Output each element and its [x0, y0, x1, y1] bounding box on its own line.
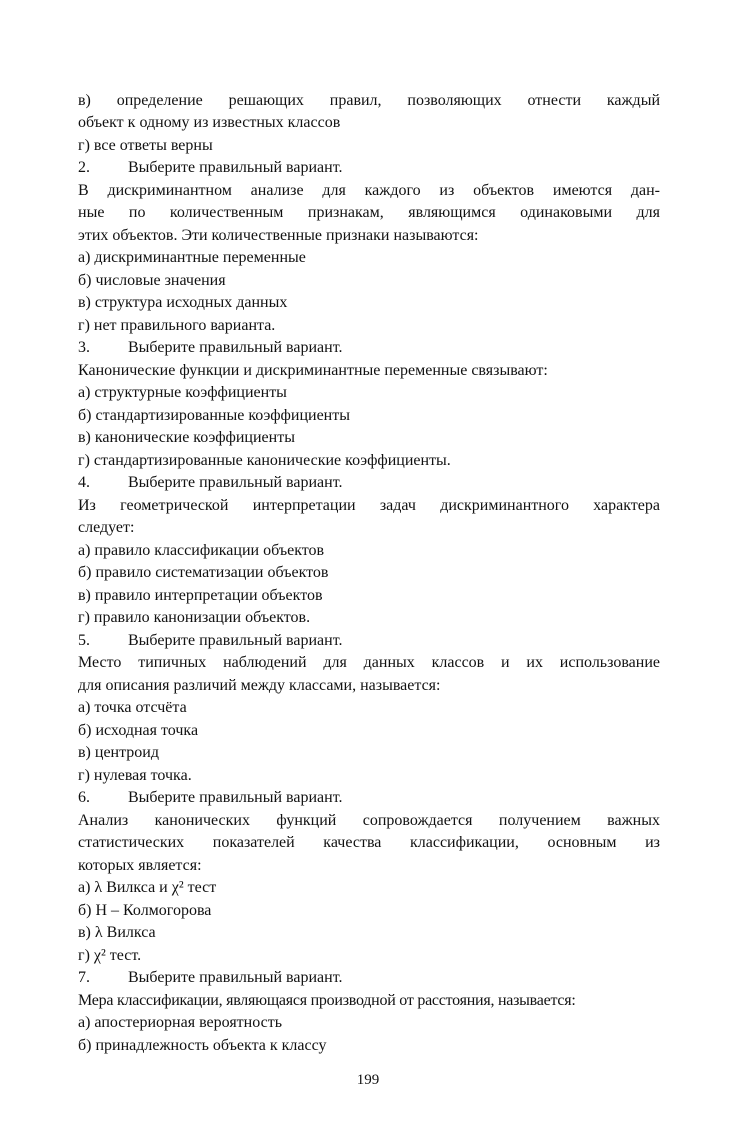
- question-3-option-a: а) структурные коэффициенты: [78, 384, 287, 401]
- question-4-heading: [78, 472, 660, 494]
- question-instruction: Выберите правильный вариант.: [128, 159, 343, 176]
- question-number: 6.: [78, 789, 90, 806]
- question-5-heading: [78, 630, 660, 652]
- question-instruction: Выберите правильный вариант.: [128, 789, 343, 806]
- question-6-text-line-1: Анализ канонических функций сопровождается получением важных: [78, 812, 660, 829]
- question-instruction: Выберите правильный вариант.: [128, 969, 343, 986]
- question-3-heading: [78, 337, 660, 359]
- question-4-option-v: в) правило интерпретации объектов: [78, 587, 323, 604]
- question-instruction: Выберите правильный вариант.: [128, 632, 343, 649]
- question-2-option-v: в) структура исходных данных: [78, 294, 288, 311]
- question-6-option-b: б) H – Колмогорова: [78, 902, 212, 919]
- option-v-line-2: объект к одному из известных классов: [78, 114, 341, 131]
- question-4-option-g: г) правило канонизации объектов.: [78, 609, 311, 626]
- question-4-option-a: а) правило классификации объектов: [78, 542, 325, 559]
- question-7-text-line-1: Мера классификации, являющаяся производной от расстояния, называется:: [78, 992, 576, 1009]
- question-3-option-v: в) канонические коэффициенты: [78, 429, 295, 446]
- question-5-text-line-2: для описания различий между классами, называется:: [78, 677, 441, 694]
- question-2-text-line-3: этих объектов. Эти количественные признаки называются:: [78, 227, 479, 244]
- question-5-option-b: б) исходная точка: [78, 722, 199, 739]
- question-5-option-a: а) точка отсчёта: [78, 699, 187, 716]
- question-6-text-line-2: статистических показателей качества классификации, основным из: [78, 834, 660, 851]
- question-4-option-b: б) правило систематизации объектов: [78, 564, 329, 581]
- question-6-option-v: в) λ Вилкса: [78, 924, 156, 941]
- question-6-option-a: а) λ Вилкса и χ² тест: [78, 879, 217, 896]
- question-2-text-line-2: ные по количественным признакам, являющимся одинаковыми для: [78, 204, 660, 221]
- question-number: 4.: [78, 474, 90, 491]
- question-number: 2.: [78, 159, 90, 176]
- question-5-text-line-1: Место типичных наблюдений для данных классов и их использование: [78, 654, 660, 671]
- question-3-option-g: г) стандартизированные канонические коэффициенты.: [78, 452, 451, 469]
- question-number: 5.: [78, 632, 90, 649]
- question-2-option-g: г) нет правильного варианта.: [78, 317, 276, 334]
- question-4-text-line-2: следует:: [78, 519, 135, 536]
- question-7-option-a: а) апостериорная вероятность: [78, 1014, 283, 1031]
- question-5-option-v: в) центроид: [78, 744, 159, 761]
- question-6-option-g: г) χ² тест.: [78, 947, 142, 964]
- question-5-option-g: г) нулевая точка.: [78, 767, 192, 784]
- question-7-option-b: б) принадлежность объекта к классу: [78, 1037, 327, 1054]
- question-2-option-a: а) дискриминантные переменные: [78, 249, 306, 266]
- question-7-heading: [78, 967, 660, 989]
- question-3-text-line-1: Канонические функции и дискриминантные переменные связывают:: [78, 362, 548, 379]
- question-2-heading: [78, 157, 660, 179]
- question-number: 7.: [78, 969, 90, 986]
- question-instruction: Выберите правильный вариант.: [128, 339, 343, 356]
- option-g: г) все ответы верны: [78, 137, 213, 154]
- question-number: 3.: [78, 339, 90, 356]
- question-instruction: Выберите правильный вариант.: [128, 474, 343, 491]
- question-4-text-line-1: Из геометрической интерпретации задач дискриминантного характера: [78, 497, 660, 514]
- option-v-line-1: в) определение решающих правил, позволяющих отнести каждый: [78, 92, 660, 109]
- question-3-option-b: б) стандартизированные коэффициенты: [78, 407, 350, 424]
- page-number: 199: [356, 1072, 380, 1088]
- question-6-text-line-3: которых является:: [78, 857, 202, 874]
- question-2-text-line-1: В дискриминантном анализе для каждого из объектов имеются дан-: [78, 182, 660, 199]
- question-6-heading: [78, 787, 660, 809]
- question-2-option-b: б) числовые значения: [78, 272, 226, 289]
